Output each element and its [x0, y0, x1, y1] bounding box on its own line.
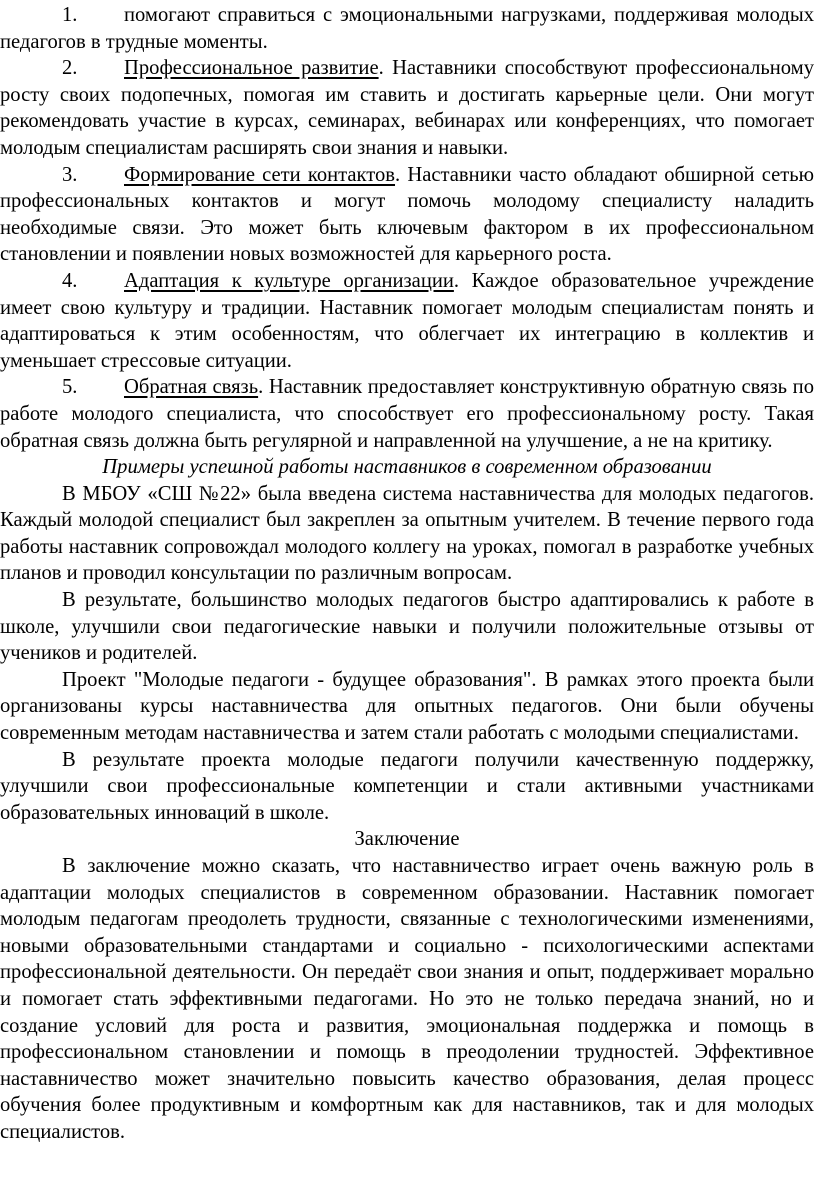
list-item-number: 4. [62, 269, 78, 292]
conclusion-paragraph: В заключение можно сказать, что наставничество играет очень важную роль в адаптации молодых специалистов в современном образовании. Наставник помогает молодым педагогам преодолеть трудности, связанные с технологическими изменениями, новыми образовательными стандартами и социально - психологическими аспектами профессиональной деятельности. Он передаёт свои знания и опыт, поддерживает морально и помогает стать эффективными педагогами. Но это не только передача знаний, но и создание условий для роста и развития, эмоциональная поддержка и помощь в профессиональном становлении и помощь в преодолении трудностей. Эффективное наставничество может значительно повысить качество образования, делая процесс обучения более продуктивным и комфортным как для наставников, так и для молодых специалистов. [0, 855, 814, 1143]
list-item-5 [0, 374, 814, 454]
list-item-number: 2. [62, 57, 78, 80]
example-paragraph-3: Проект "Молодые педагоги - будущее образования". В рамках этого проекта были организованы курсы наставничества для опытных педагогов. Они были обучены современным методам наставничества и затем стали работать с молодыми специалистами. [0, 668, 814, 745]
list-item-text: Наставники способствуют профессиональному росту своих подопечных, помогая им ставить и достигать карьерные цели. Они могут рекомендовать участие в курсах, семинарах, вебинарах или конференциях, что помогает молодым специалистам расширять свои знания и навыки. [0, 57, 814, 159]
list-item-text: Наставники часто обладают обширной сетью профессиональных контактов и могут помочь молодому специалисту наладить необходимые связи. Это может быть ключевым фактором в их профессиональном становлении и появлении новых возможностей для карьерного роста. [0, 163, 814, 266]
list-item-3 [0, 162, 814, 268]
list-item-number: 3. [62, 163, 78, 186]
example-paragraph-1: В МБОУ «СШ №22» была введена система наставничества для молодых педагогов. Каждый молодой специалист был закреплен за опытным учителем. В течение первого года работы наставник сопровождал молодого коллегу на уроках, помогал в разработке учебных планов и проводил консультации по различным вопросам. [0, 482, 814, 585]
list-item-1 [0, 2, 814, 55]
examples-heading: Примеры успешной работы наставников в современном образовании [102, 456, 712, 479]
list-item-separator: . [378, 57, 384, 80]
list-item-separator: . [258, 376, 264, 399]
conclusion-heading: Заключение [354, 828, 460, 851]
list-item-text: Каждое образовательное учреждение имеет свою культуру и традиции. Наставник помогает молодым специалистам понять и адаптироваться к этим особенностям, что облегчает их интеграцию в коллектив и уменьшает стрессовые ситуации. [0, 269, 814, 372]
list-item-text: Наставник предоставляет конструктивную обратную связь по работе молодого специалиста, что способствует его профессиональному росту. Такая обратная связь должна быть регулярной и направленной на улучшение, а не на критику. [0, 376, 814, 452]
list-item-text: помогают справиться с эмоциональными нагрузками, поддерживая молодых педагогов в трудные моменты. [0, 4, 814, 53]
list-item-term: Формирование сети контактов [124, 163, 396, 186]
list-item-term: Адаптация к культуре организации [124, 269, 454, 292]
list-item-separator: . [395, 163, 401, 186]
list-item-2 [0, 55, 814, 161]
list-item-number: 5. [62, 376, 78, 399]
example-paragraph-4: В результате проекта молодые педагоги получили качественную поддержку, улучшили свои профессиональные компетенции и стали активными участниками образовательных инноваций в школе. [0, 748, 814, 824]
example-paragraph-2: В результате, большинство молодых педагогов быстро адаптировались к работе в школе, улучшили свои педагогические навыки и получили положительные отзывы от учеников и родителей. [0, 589, 814, 665]
list-item-term: Профессиональное развитие [124, 57, 379, 80]
list-item-separator: . [453, 269, 460, 292]
list-item-4 [0, 268, 814, 374]
list-item-number: 1. [62, 4, 78, 26]
list-item-term: Обратная связь [124, 376, 259, 399]
